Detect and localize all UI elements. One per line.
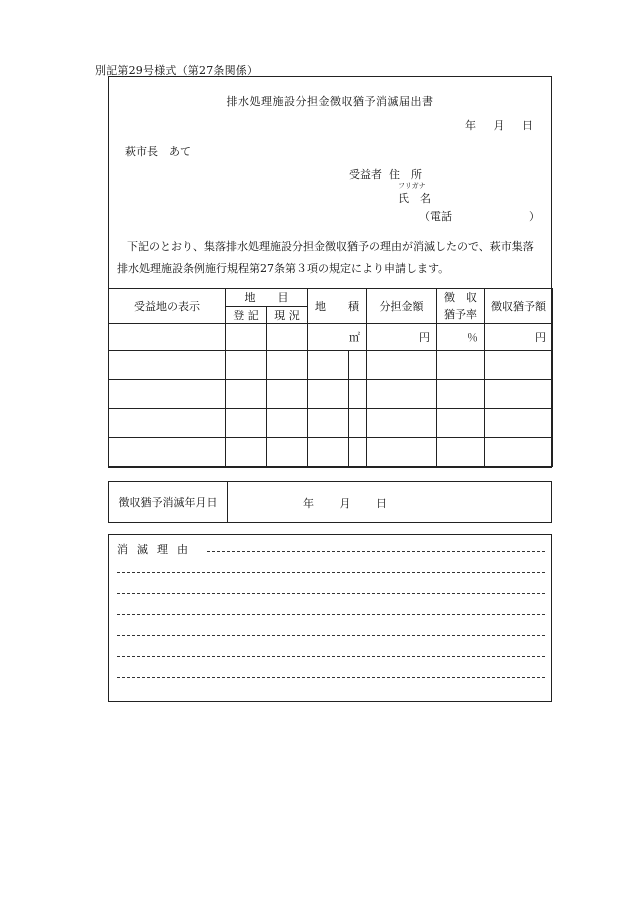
name-label: 氏 名: [398, 192, 431, 205]
cell-actual[interactable]: [267, 324, 308, 351]
applicant-label: 受益者: [349, 168, 382, 181]
unit-area: ㎡: [349, 331, 360, 344]
cell-land[interactable]: [109, 438, 226, 467]
extinction-date-value[interactable]: 年 月 日: [303, 497, 387, 510]
cell-share[interactable]: [367, 409, 437, 438]
table-row: [109, 438, 553, 467]
cell-area[interactable]: [308, 409, 349, 438]
applicant-address-line: [349, 166, 422, 182]
declaration-text: 下記のとおり、集落排水処理施設分担金徴収猶予の理由が消滅したので、萩市集落排水処理施設条例施行規程第27条第３項の規定により申請します。: [117, 240, 534, 275]
unit-rate: ％: [467, 331, 478, 344]
cell-land[interactable]: [109, 380, 226, 409]
reason-label: 消滅理由: [117, 543, 197, 556]
cell-land[interactable]: [109, 409, 226, 438]
cell-share[interactable]: [367, 351, 437, 380]
table-row: [109, 324, 553, 351]
header-area: 地 積: [308, 289, 367, 324]
address-label: 住 所: [389, 168, 422, 181]
header-amount: 徴収猶予額: [485, 289, 553, 324]
cell-rate[interactable]: [437, 380, 485, 409]
addressee: 萩市長 あて: [125, 145, 191, 158]
cell-area[interactable]: [308, 351, 349, 380]
cell-actual[interactable]: [267, 380, 308, 409]
phone-label: （電話 ）: [419, 210, 540, 223]
date-line: 年 月 日: [465, 119, 533, 132]
cell-area-sub[interactable]: [349, 438, 367, 467]
header-registered: 登 記: [226, 306, 267, 324]
cell-actual[interactable]: [267, 409, 308, 438]
cell-amount[interactable]: [485, 351, 553, 380]
form-title: 排水処理施設分担金徴収猶予消滅届出書: [226, 95, 434, 108]
reason-line[interactable]: [117, 572, 545, 573]
cell-land[interactable]: [109, 324, 226, 351]
cell-registered[interactable]: [226, 351, 267, 380]
cell-amount[interactable]: [485, 438, 553, 467]
cell-rate[interactable]: [437, 409, 485, 438]
application-form-box: [108, 76, 552, 468]
cell-amount[interactable]: [485, 409, 553, 438]
cell-share[interactable]: [367, 324, 437, 351]
table-row: [109, 409, 553, 438]
cell-share[interactable]: [367, 380, 437, 409]
header-land: 受益地の表示: [109, 289, 226, 324]
reason-line[interactable]: [207, 551, 545, 552]
cell-actual[interactable]: [267, 438, 308, 467]
cell-area[interactable]: [308, 324, 367, 351]
cell-rate[interactable]: [437, 438, 485, 467]
reason-line[interactable]: [117, 614, 545, 615]
extinction-date-box: [108, 481, 552, 523]
header-share: 分担金額: [367, 289, 437, 324]
header-chimoku: 地 目: [226, 289, 308, 307]
header-actual: 現 況: [267, 306, 308, 324]
form-number-label: 別記第29号様式（第27条関係）: [95, 64, 259, 77]
header-rate-line1: 徴 収: [444, 291, 477, 304]
extinction-date-label: 徴収猶予消滅年月日: [109, 482, 228, 522]
cell-area-sub[interactable]: [349, 380, 367, 409]
cell-registered[interactable]: [226, 324, 267, 351]
unit-share: 円: [419, 331, 430, 344]
cell-area-sub[interactable]: [349, 409, 367, 438]
reason-line[interactable]: [117, 593, 545, 594]
land-table: [108, 288, 553, 467]
header-rate: [437, 289, 485, 324]
cell-actual[interactable]: [267, 351, 308, 380]
cell-land[interactable]: [109, 351, 226, 380]
cell-area[interactable]: [308, 438, 349, 467]
cell-share[interactable]: [367, 438, 437, 467]
reason-line[interactable]: [117, 656, 545, 657]
cell-registered[interactable]: [226, 409, 267, 438]
cell-area[interactable]: [308, 380, 349, 409]
cell-rate[interactable]: [437, 324, 485, 351]
cell-area-sub[interactable]: [349, 351, 367, 380]
cell-registered[interactable]: [226, 438, 267, 467]
furigana-label: フリガナ: [398, 182, 426, 190]
header-rate-line2: 猶予率: [444, 308, 477, 321]
reason-line[interactable]: [117, 677, 545, 678]
reason-line[interactable]: [117, 635, 545, 636]
table-row: [109, 380, 553, 409]
cell-registered[interactable]: [226, 380, 267, 409]
unit-amount: 円: [535, 331, 546, 344]
cell-amount[interactable]: [485, 380, 553, 409]
cell-amount[interactable]: [485, 324, 553, 351]
reason-box: [108, 534, 552, 702]
table-row: [109, 351, 553, 380]
cell-rate[interactable]: [437, 351, 485, 380]
